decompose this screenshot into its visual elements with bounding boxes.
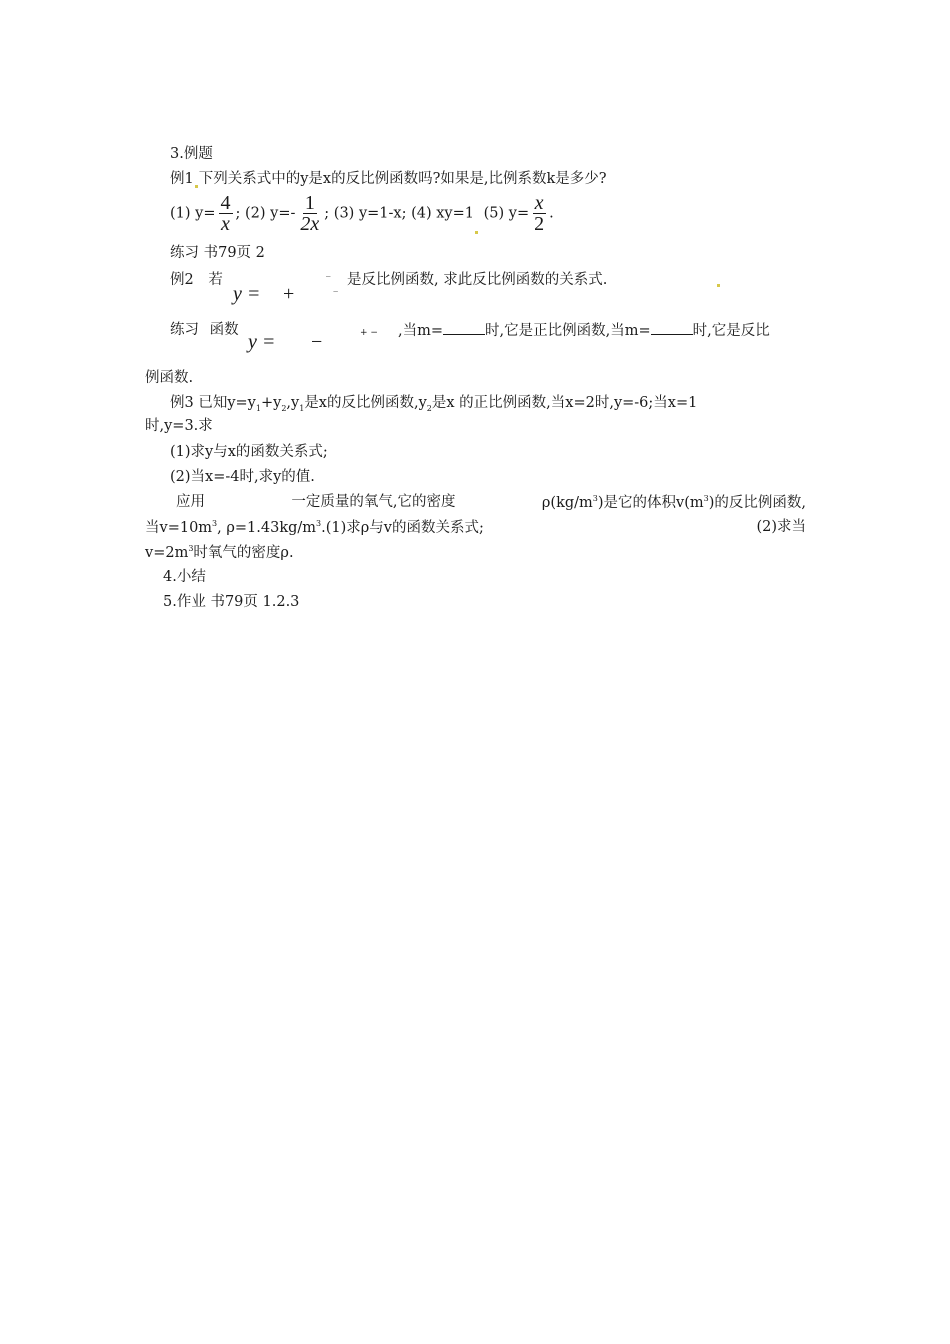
section-title-examples: 3.例题 [170, 146, 213, 162]
fraction-denominator: x [221, 213, 230, 235]
practice-1: 练习 书79页 2 [170, 245, 265, 261]
item-4: (4) xy=1 [411, 205, 474, 222]
item-2-label: (2) [245, 205, 266, 222]
item-5-label: (5) [483, 205, 505, 222]
fraction-denominator: 2 [534, 213, 545, 235]
practice-2-text [398, 322, 770, 340]
subscript: 2 [426, 403, 432, 413]
application-inverse: )的反比例函数, [708, 494, 806, 511]
item-1-separator: ; [235, 205, 241, 222]
practice-2-label [170, 322, 239, 339]
example-3-given: 例3 已知y=y [170, 395, 256, 411]
application-density-value: , ρ=1.43kg/m [217, 519, 317, 536]
superscript: 3 [212, 519, 218, 528]
mark-dot [195, 185, 198, 188]
practice-2-function-word: 函数 [209, 322, 239, 338]
practice-2-exponent-mark: + − [360, 328, 378, 338]
superscript: 3 [188, 544, 194, 553]
fraction-1-over-2x [298, 193, 321, 234]
item-5-end: . [549, 205, 554, 222]
example-3-y: ,y [286, 395, 300, 411]
subscript: 1 [255, 403, 261, 413]
application-volume-value: 当v=10m [145, 519, 213, 536]
mark-dot [475, 231, 478, 234]
item-2-separator: ; [324, 205, 330, 222]
practice-2-y-equals: y = [248, 331, 276, 353]
practice-2-when-m-1: ,当m= [398, 323, 444, 339]
item-2-prefix: y=- [270, 205, 296, 222]
example-2-y-equals: y = [233, 283, 261, 305]
example-3-question-1: (1)求y与x的函数关系式; [170, 444, 328, 460]
application-volume-2: v=2m [145, 544, 189, 561]
example-1-items [170, 193, 554, 234]
application-volume: )是它的体积v(m [597, 494, 704, 511]
answer-blank-2[interactable] [651, 322, 693, 335]
example-2-label: 例2 [170, 272, 194, 288]
fraction-x-over-2 [532, 193, 546, 234]
application-density-unit: ρ(kg/m [541, 494, 593, 511]
application-oxygen-density: 一定质量的氧气,它的密度 [291, 494, 456, 510]
example-2-if: 若 [208, 272, 223, 288]
application-line-2 [145, 519, 806, 537]
superscript: 3 [703, 494, 709, 503]
example-3-plus-y: +y [260, 395, 282, 411]
item-5-prefix: y= [508, 205, 530, 222]
superscript: 3 [592, 494, 598, 503]
practice-2-inverse-prefix: 时,它是反比 [692, 323, 770, 339]
application-label: 应用 [176, 494, 205, 510]
application-question-2-end: 时氧气的密度ρ. [193, 544, 294, 561]
fraction-denominator: 2x [300, 213, 320, 235]
section-summary: 4.小结 [163, 569, 206, 585]
example-3-question-2: (2)当x=-4时,求y的值. [170, 469, 315, 485]
application-question-2-start: (2)求当 [756, 519, 806, 535]
item-1-label: (1) [170, 205, 191, 222]
example-3-direct: 是x 的正比例函数,当x=2时,y=-6;当x=1 [431, 395, 698, 411]
example-2-plus: + [283, 283, 295, 305]
example-2-tail: 是反比例函数, 求此反比例函数的关系式. [347, 272, 608, 288]
superscript: 3 [316, 519, 322, 528]
practice-2-continuation: 例函数. [145, 370, 194, 386]
section-homework: 5.作业 书79页 1.2.3 [163, 594, 300, 610]
example-1-question [170, 171, 607, 188]
item-1-prefix: y= [195, 205, 216, 222]
example-3-line-1 [170, 395, 697, 413]
example-2 [170, 272, 223, 289]
practice-2-label-text: 练习 [170, 322, 199, 338]
mark-dot [717, 284, 720, 287]
fraction-4-over-x [219, 193, 233, 234]
fraction-numerator: x [534, 192, 544, 214]
subscript: 2 [281, 403, 287, 413]
practice-2-direct-proportion: 时,它是正比例函数,当m= [485, 323, 651, 339]
example-3-inverse: 是x的反比例函数,y [304, 395, 427, 411]
answer-blank-1[interactable] [443, 322, 485, 335]
subscript: 1 [299, 403, 305, 413]
example-1-label: 例1 [170, 171, 194, 187]
application-line-1 [176, 494, 806, 512]
fraction-numerator: 1 [304, 192, 315, 214]
practice-2-minus: − [311, 331, 323, 353]
example-1-text: 下列关系式中的y是x的反比例函数吗?如果是,比例系数k是多少? [198, 171, 607, 187]
example-2-exponent-mark: ‾ _ [326, 276, 338, 292]
application-question-1: .(1)求ρ与v的函数关系式; [321, 519, 484, 536]
application-line-3 [145, 544, 294, 562]
item-3: (3) y=1-x; [333, 205, 407, 222]
example-3-line-2: 时,y=3.求 [145, 418, 213, 434]
fraction-numerator: 4 [220, 192, 231, 214]
